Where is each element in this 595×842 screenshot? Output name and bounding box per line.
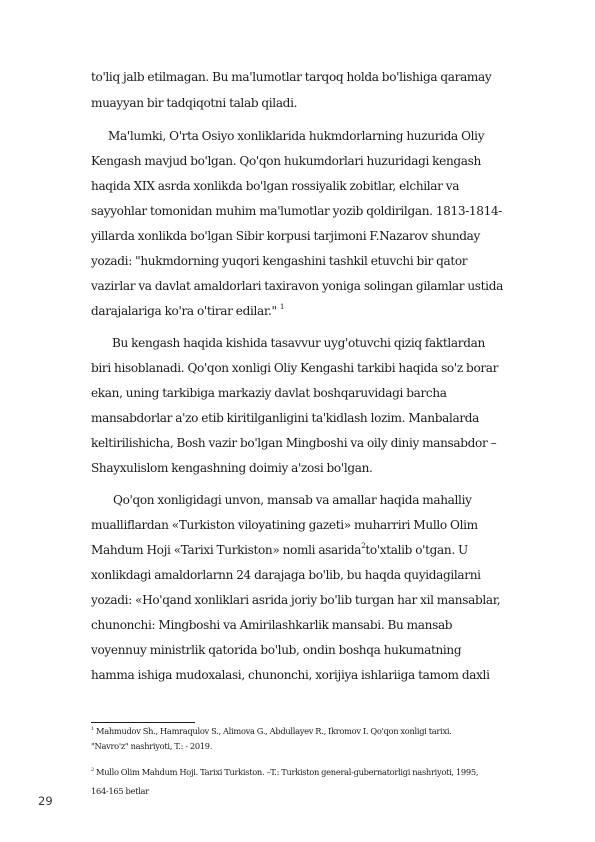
body-text-line: hamma ishiga mudoxalasi, chunonchi, xorijiya ishlariiga tamom daxli [91, 668, 490, 682]
footnote-1-line: "Navro'z" nashriyoti, T.: - 2019. [91, 741, 213, 751]
footnote-2-line: 164-165 betlar [91, 786, 149, 796]
page-number: 29 [38, 794, 53, 808]
body-text-segment: to'xtalib o'tgan. U [365, 543, 468, 557]
body-text-line: vazirlar va davlat amaldorlari taxiravon yoniga solingan gilamlar ustida [91, 279, 503, 293]
body-text-line: voyennuy ministrlik qatorida bo'lub, ondin boshqa hukumatning [91, 643, 462, 657]
footnote-mark-2: 2 [91, 766, 94, 773]
body-text-line: Qo'qon xonligidagi unvon, mansab va amallar haqida mahalliy [113, 493, 472, 507]
body-text-line: Bu kengash haqida kishida tasavvur uyg'otuvchi qiziq faktlardan [112, 336, 485, 350]
footnote-ref-1[interactable]: 1 [279, 301, 285, 311]
body-text-segment: darajalariga ko'ra o'tirar edilar." [91, 304, 277, 318]
body-text-line [91, 540, 468, 558]
body-text-line: yillarda xonlikda bo'lgan Sibir korpusi tarjimoni F.Nazarov shunday [91, 229, 480, 243]
body-text-line: yozadi: «Ho'qand xonliklari asrida joriy bo'lib turgan har xil mansablar, [91, 593, 501, 607]
body-text-line: mualliflardan «Turkiston viloyatining gazeti» muharriri Mullo Olim [91, 518, 478, 532]
footnote-2-line [91, 767, 478, 778]
body-text-segment: Mahdum Hoji «Tarixi Turkiston» nomli asarida [91, 543, 362, 557]
body-text-line: Shayxulislom kengashning doimiy a'zosi bo'lgan. [91, 461, 373, 475]
body-text-line: muayyan bir tadqiqotni talab qiladi. [91, 96, 298, 110]
body-text-line: biri hisoblanadi. Qo'qon xonligi Oliy Kengashi tarkibi haqida so'z borar [91, 361, 499, 375]
body-text-line: ekan, uning tarkibiga markaziy davlat boshqaruvidagi barcha [91, 386, 447, 400]
body-text-line: sayyohlar tomonidan muhim ma'lumotlar yozib qoldirilgan. 1813-1814- [91, 204, 503, 218]
body-text-line: haqida XIX asrda xonlikda bo'lgan rossiyalik zobitlar, elchilar va [91, 179, 460, 193]
body-text-line: chunonchi: Mingboshi va Amirilashkarlik mansabi. Bu mansab [91, 618, 453, 632]
body-text-line: yozadi: "hukmdorning yuqori kengashini tashkil etuvchi bir qator [91, 254, 468, 268]
body-text-line: Ma'lumki, O'rta Osiyo xonliklarida hukmdorlarning huzurida Oliy [108, 129, 485, 143]
footnote-text: Mullo Olim Mahdum Hoji. Tarixi Turkiston. –T.: Turkiston general-gubernatorligi nashriyoti, 1995, [96, 767, 479, 777]
footnote-mark-1: 1 [91, 725, 94, 732]
body-text-line: to'liq jalb etilmagan. Bu ma'lumotlar tarqoq holda bo'lishiga qaramay [91, 70, 492, 84]
footnote-1-line [91, 726, 452, 737]
body-text-line [91, 301, 285, 319]
body-text-line: Kengash mavjud bo'lgan. Qo'qon hukumdorlari huzuridagi kengash [91, 154, 481, 168]
body-text-line: keltirilishicha, Bosh vazir bo'lgan Mingboshi va oily diniy mansabdor – [91, 436, 497, 450]
body-text-line: xonlikdagi amaldorlarnn 24 darajaga bo'lib, bu haqda quyidagilarni [91, 568, 481, 582]
footnote-ref-2[interactable]: 2 [361, 540, 366, 550]
footnote-separator [91, 722, 195, 723]
footnote-text: Mahmudov Sh., Hamraqulov S., Alimova G., Abdullayev R., Ikromov I. Qo'qon xonligi tarixi. [96, 726, 452, 736]
body-text-line: mansabdorlar a'zo etib kiritilganligini ta'kidlash lozim. Manbalarda [91, 411, 480, 425]
